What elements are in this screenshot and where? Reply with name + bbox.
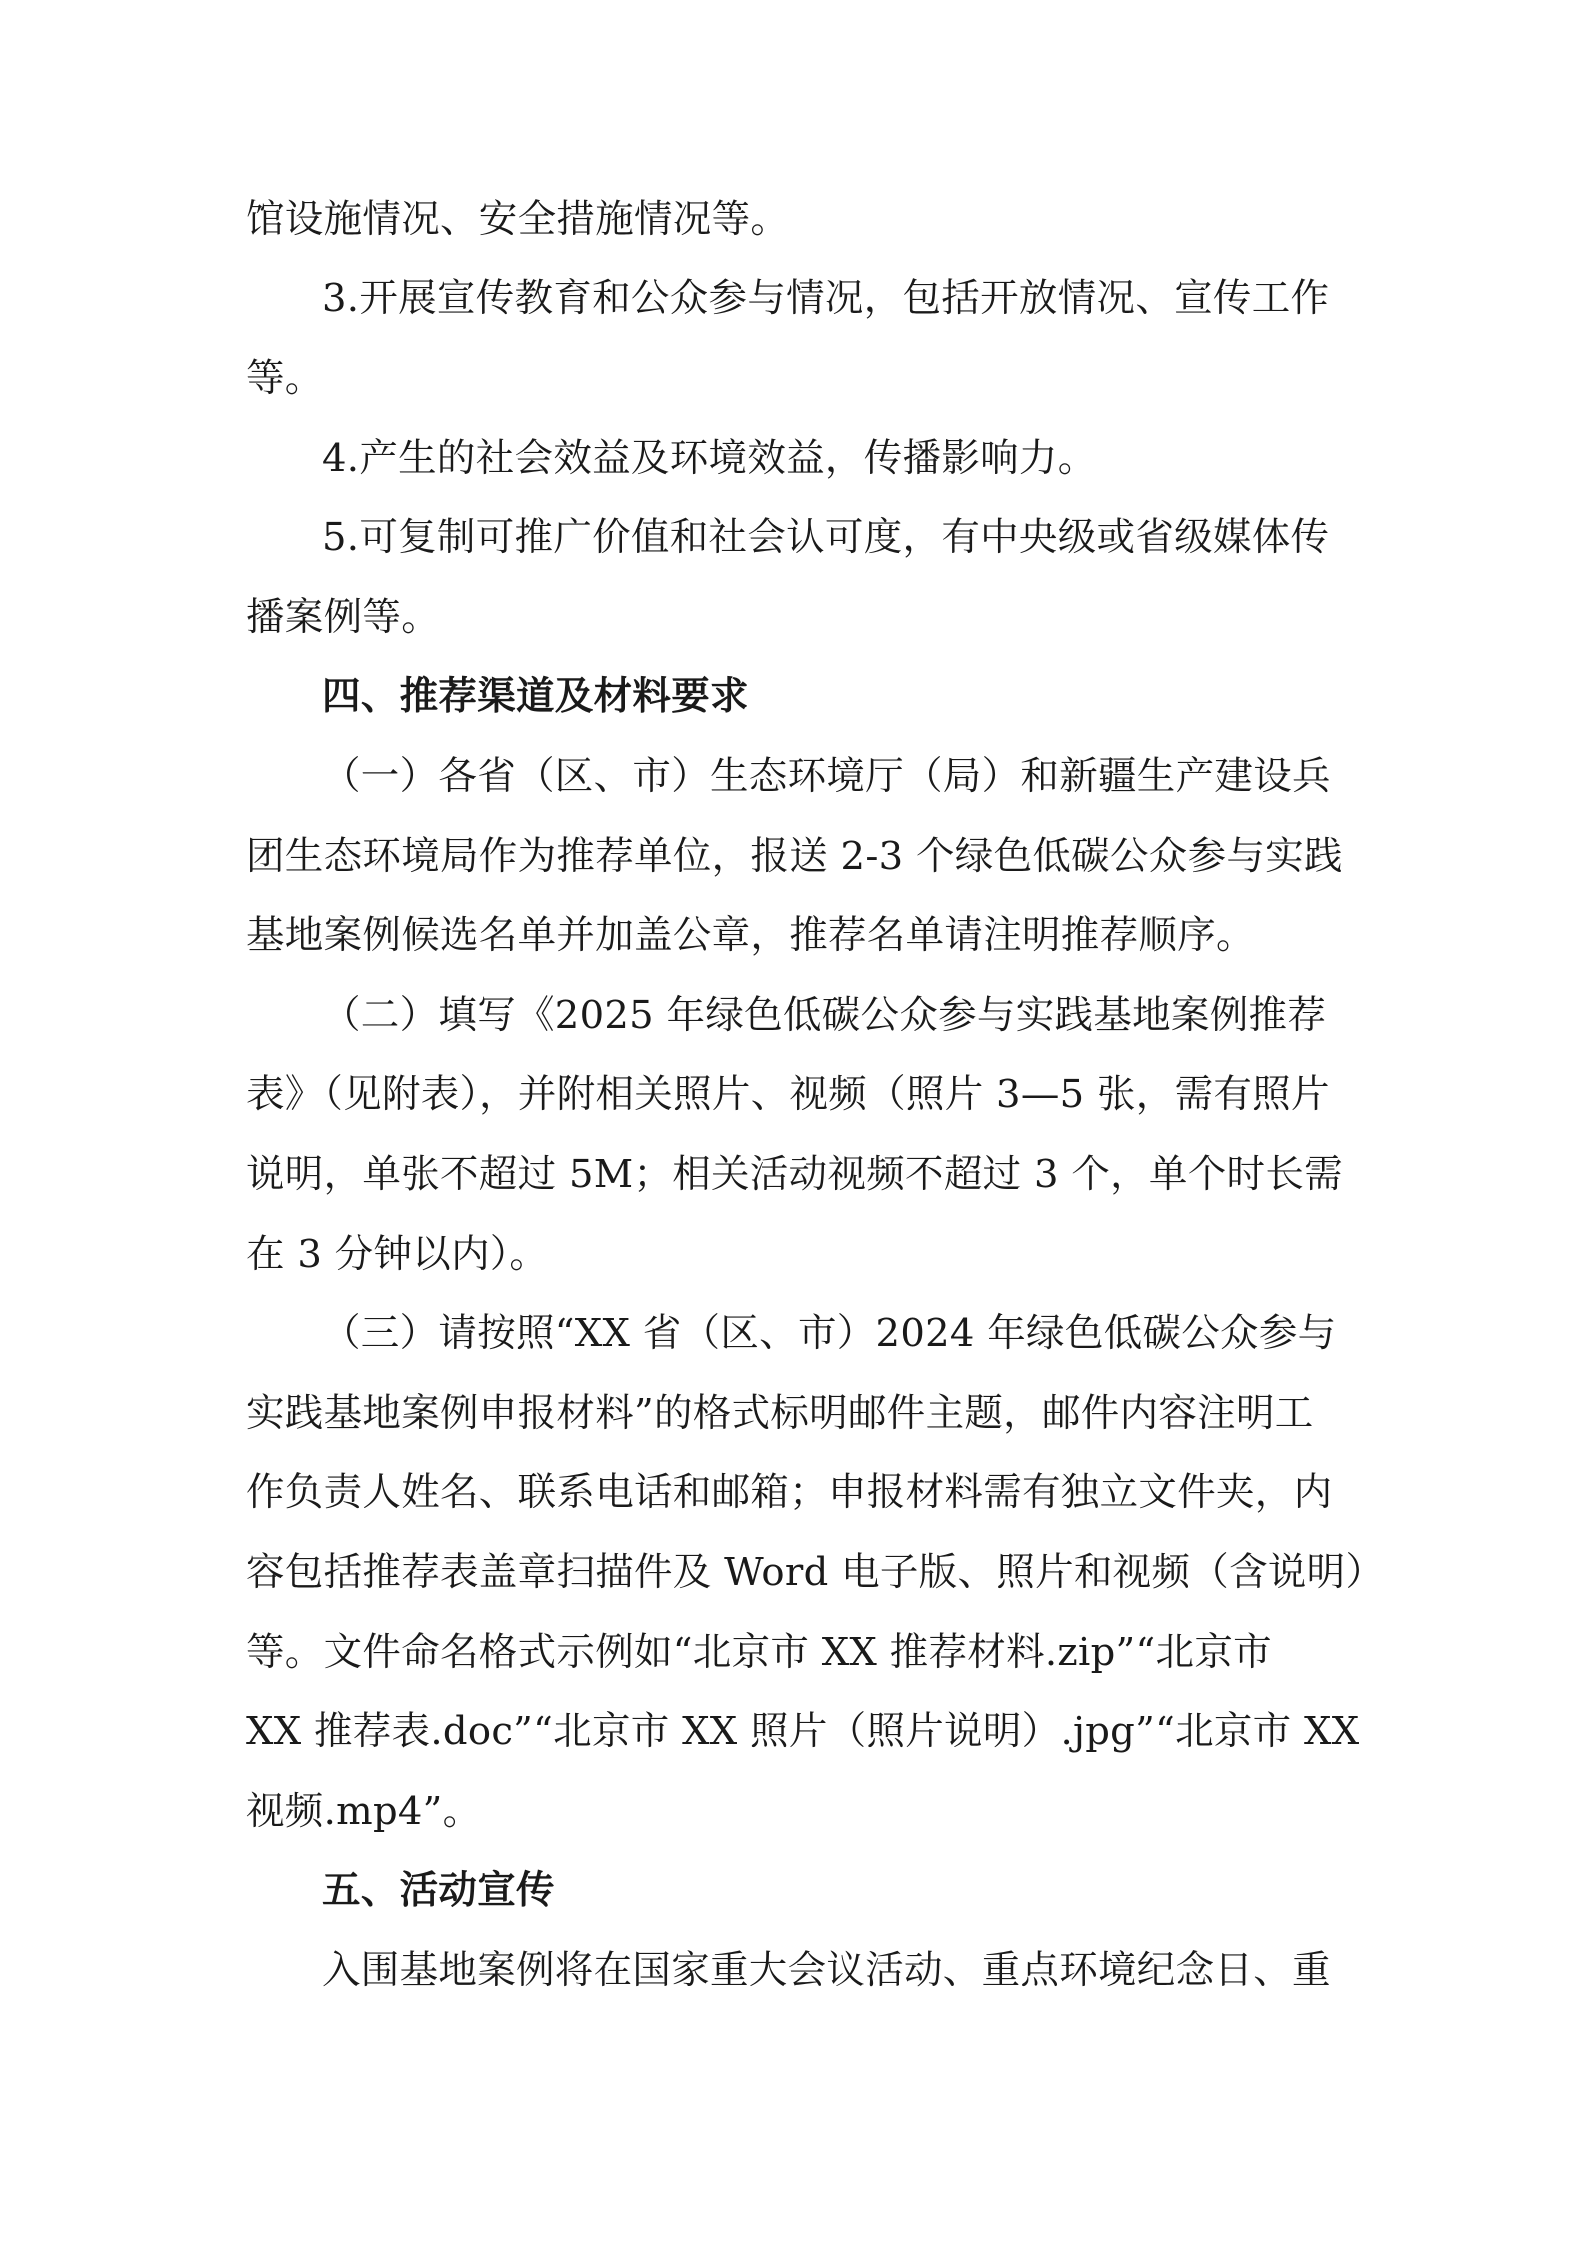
text-line: （一）各省（区、市）生态环境厅（局）和新疆生产建设兵 xyxy=(322,754,1331,799)
text-line: （二）填写《2025 年绿色低碳公众参与实践基地案例推荐 xyxy=(322,993,1327,1038)
text-line: 作负责人姓名、联系电话和邮箱；申报材料需有独立文件夹，内 xyxy=(246,1470,1333,1515)
text-line: 说明，单张不超过 5M；相关活动视频不超过 3 个，单个时长需 xyxy=(246,1152,1343,1197)
text-line: 等。 xyxy=(246,356,324,401)
text-line: XX 推荐表.doc”“北京市 XX 照片（照片说明）.jpg”“北京市 XX xyxy=(246,1709,1360,1754)
text-line: 5.可复制可推广价值和社会认可度，有中央级或省级媒体传 xyxy=(322,515,1330,560)
text-line: 团生态环境局作为推荐单位，报送 2-3 个绿色低碳公众参与实践 xyxy=(246,834,1343,879)
text-line: 基地案例候选名单并加盖公章，推荐名单请注明推荐顺序。 xyxy=(246,913,1255,958)
text-line: 播案例等。 xyxy=(246,595,441,640)
text-line: 实践基地案例申报材料”的格式标明邮件主题，邮件内容注明工 xyxy=(246,1391,1314,1436)
text-line: 入围基地案例将在国家重大会议活动、重点环境纪念日、重 xyxy=(322,1948,1331,1993)
section-heading: 五、活动宣传 xyxy=(322,1868,555,1913)
text-line: 表》（见附表），并附相关照片、视频（照片 3—5 张，需有照片 xyxy=(246,1072,1330,1117)
text-line: 等。文件命名格式示例如“北京市 XX 推荐材料.zip”“北京市 xyxy=(246,1630,1272,1675)
section-heading: 四、推荐渠道及材料要求 xyxy=(322,674,749,719)
text-line: 3.开展宣传教育和公众参与情况，包括开放情况、宣传工作 xyxy=(322,276,1330,321)
text-line: 视频.mp4”。 xyxy=(246,1789,482,1834)
text-line: （三）请按照“XX 省（区、市）2024 年绿色低碳公众参与 xyxy=(322,1311,1337,1356)
text-line: 容包括推荐表盖章扫描件及 Word 电子版、照片和视频（含说明） xyxy=(246,1550,1385,1595)
text-line: 馆设施情况、安全措施情况等。 xyxy=(246,197,790,242)
text-line: 4.产生的社会效益及环境效益，传播影响力。 xyxy=(322,436,1097,481)
text-line: 在 3 分钟以内）。 xyxy=(246,1232,549,1277)
